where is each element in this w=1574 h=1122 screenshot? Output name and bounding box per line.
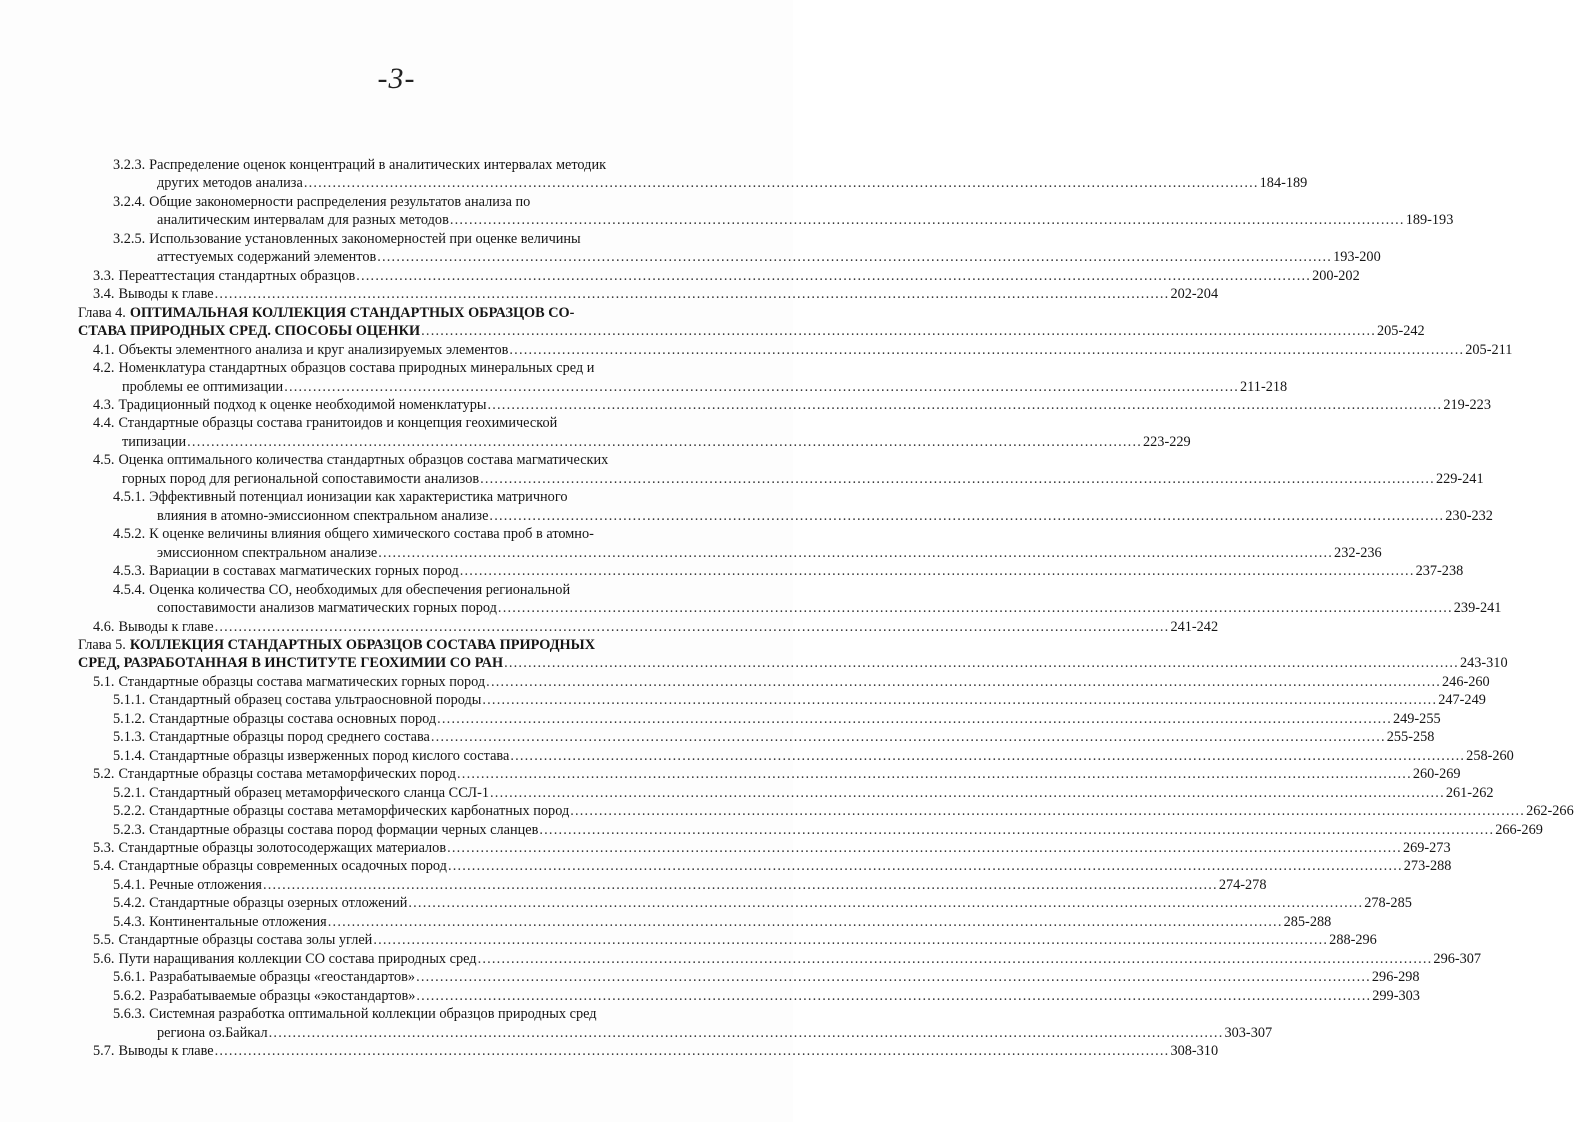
- toc-entry-title: Объекты элементного анализа и круг анализируемых элементов: [118, 341, 509, 358]
- toc-entry-pages: 261-262: [1445, 784, 1494, 801]
- toc-entry-pages: 211-218: [1240, 378, 1288, 395]
- toc-entry-text: [113, 987, 415, 1005]
- toc-entry-text: [78, 304, 574, 322]
- dot-leader: ........................................................................................................................................................................................................: [214, 1043, 1170, 1060]
- toc-entry-pages: 262-266: [1526, 803, 1574, 820]
- toc-entry-line: [78, 322, 1425, 340]
- toc-entry-pages: 205-211: [1465, 341, 1513, 358]
- toc-entry-pages: 255-258: [1386, 729, 1435, 746]
- toc-entry-title: Пути наращивания коллекции СО состава природных сред: [118, 950, 477, 967]
- dot-leader: ........................................................................................................................................................................................................: [262, 876, 1218, 893]
- dot-leader: ........................................................................................................................................................................................................: [356, 267, 1312, 284]
- toc-entry-number: 3.4.: [93, 286, 115, 303]
- dot-leader: ........................................................................................................................................................................................................: [187, 433, 1142, 450]
- dot-leader: ........................................................................................................................................................................................................: [437, 710, 1392, 727]
- toc-entry-text: [113, 968, 415, 986]
- toc-entry-number: 5.4.2.: [113, 895, 146, 912]
- toc-entry-pages: 239-241: [1453, 600, 1502, 617]
- dot-leader: ........................................................................................................................................................................................................: [416, 969, 1371, 986]
- toc-entry-line: [113, 710, 1441, 728]
- dot-leader: ........................................................................................................................................................................................................: [377, 249, 1333, 266]
- toc-entry-title: Выводы к главе: [118, 1043, 214, 1060]
- toc-entry-line: [93, 839, 1451, 857]
- dot-leader: ........................................................................................................................................................................................................: [378, 544, 1334, 561]
- toc-entry-title: Стандартные образцы состава метаморфических пород: [118, 766, 457, 783]
- dot-leader: ........................................................................................................................................................................................................: [490, 784, 1445, 801]
- toc-entry-pages: 237-238: [1415, 563, 1464, 580]
- toc-entry-text: [93, 396, 486, 414]
- toc-entry-text: [78, 636, 595, 654]
- toc-entry-text: [157, 599, 497, 617]
- toc-entry-text: [113, 747, 509, 765]
- dot-leader: ........................................................................................................................................................................................................: [327, 913, 1283, 930]
- toc-entry-text: [113, 156, 606, 174]
- toc-entry-title: Номенклатура стандартных образцов состава природных минеральных сред и: [118, 360, 595, 377]
- toc-entry-title: аттестуемых содержаний элементов: [157, 249, 377, 266]
- toc-entry-pages: 269-273: [1402, 840, 1451, 857]
- toc-entry-title: К оценке величины влияния общего химического состава проб в атомно-: [149, 526, 594, 543]
- toc-entry-line: [113, 784, 1494, 802]
- toc-entry-text: [93, 765, 456, 783]
- toc-entry-title: Стандартные образцы изверженных пород кислого состава: [149, 747, 510, 764]
- toc-entry-line: [78, 654, 1508, 672]
- toc-entry-line: [157, 507, 1493, 525]
- toc-entry-number: 3.2.4.: [113, 193, 146, 210]
- toc-entry-line: [93, 673, 1490, 691]
- toc-entry-title: Выводы к главе: [118, 618, 214, 635]
- toc-entry-text: [93, 857, 447, 875]
- toc-entry-text: [113, 691, 481, 709]
- dot-leader: ........................................................................................................................................................................................................: [477, 950, 1433, 967]
- toc-entry-text: [78, 322, 420, 340]
- toc-entry-pages: 205-242: [1377, 323, 1425, 340]
- toc-entry-text: [113, 802, 569, 820]
- toc-entry-text: [113, 581, 570, 599]
- toc-entry-text: [113, 821, 538, 839]
- toc-entry-number: 5.4.3.: [113, 913, 146, 930]
- toc-entry-text: [157, 544, 377, 562]
- dot-leader: ........................................................................................................................................................................................................: [539, 821, 1495, 838]
- toc-entry-text: [93, 267, 355, 285]
- toc-entry-text: [93, 359, 594, 377]
- toc-entry-line: [93, 931, 1377, 949]
- toc-entry-text: [157, 1024, 268, 1042]
- toc-entry-title: Стандартные образцы современных осадочных пород: [118, 858, 447, 875]
- toc-entry-pages: 219-223: [1443, 396, 1491, 413]
- toc-entry-line: [93, 267, 1360, 285]
- toc-entry-pages: 232-236: [1334, 544, 1382, 561]
- toc-entry-title: Стандартные образцы состава гранитоидов и концепция геохимической: [118, 415, 558, 432]
- toc-entry-pages: 308-310: [1170, 1043, 1219, 1060]
- toc-entry-text: [93, 341, 508, 359]
- toc-entry-pages: 296-307: [1433, 950, 1482, 967]
- toc-entry-number: 5.6.2.: [113, 987, 146, 1004]
- dot-leader: ........................................................................................................................................................................................................: [447, 840, 1402, 857]
- toc-entry-text: [113, 784, 489, 802]
- toc-entry-text: [122, 470, 479, 488]
- toc-entry-text: [113, 525, 594, 543]
- toc-entry-text: [93, 285, 214, 303]
- toc-entry-text: [157, 174, 303, 192]
- toc-entry-title: эмиссионном спектральном анализе: [157, 544, 378, 561]
- page-number: -3-: [377, 62, 416, 95]
- toc-entry-line: [113, 691, 1486, 709]
- toc-entry-text: [157, 507, 488, 525]
- toc-entry-line: [113, 562, 1464, 580]
- dot-leader: ........................................................................................................................................................................................................: [510, 747, 1466, 764]
- toc-entry-pages: 247-249: [1438, 692, 1486, 709]
- toc-entry-number: 5.6.1.: [113, 969, 146, 986]
- toc-entry-title: типизации: [122, 433, 187, 450]
- toc-entry-line: [113, 230, 581, 248]
- toc-entry-line: [113, 1005, 597, 1023]
- toc-entry-pages: 243-310: [1459, 655, 1508, 672]
- toc-entry-line: [93, 359, 594, 377]
- toc-entry-title: сопоставимости анализов магматических горных пород: [157, 600, 497, 617]
- toc-entry-number: 4.6.: [93, 618, 115, 635]
- toc-entry-line: [113, 156, 606, 174]
- toc-entry-pages: 193-200: [1333, 249, 1381, 266]
- toc-entry-number: 5.2.: [93, 766, 115, 783]
- toc-entry-line: [122, 378, 1288, 396]
- toc-entry-line: [78, 304, 574, 322]
- toc-entry-title: Переаттестация стандартных образцов: [118, 267, 356, 284]
- toc-entry-line: [78, 636, 595, 654]
- toc-entry-line: [157, 248, 1381, 266]
- toc-entry-line: [157, 211, 1454, 229]
- toc-entry-pages: 189-193: [1405, 212, 1454, 229]
- dot-leader: ........................................................................................................................................................................................................: [459, 563, 1415, 580]
- toc-entry-title: Выводы к главе: [118, 286, 214, 303]
- toc-entry-pages: 200-202: [1312, 267, 1360, 284]
- toc-entry-number: 5.2.2.: [113, 803, 146, 820]
- toc-entry-pages: 223-229: [1143, 433, 1191, 450]
- toc-entry-title: Стандартные образцы пород среднего состава: [149, 729, 430, 746]
- toc-entry-title: Использование установленных закономерностей при оценке величины: [149, 230, 581, 247]
- toc-entry-line: [113, 968, 1420, 986]
- toc-entry-title: Стандартные образцы озерных отложений: [149, 895, 408, 912]
- toc-entry-text: [113, 894, 407, 912]
- toc-entry-line: [93, 950, 1482, 968]
- toc-entry-number: Глава 4.: [78, 304, 126, 321]
- toc-entry-number: Глава 5.: [78, 636, 126, 653]
- toc-entry-number: 4.1.: [93, 341, 115, 358]
- toc-entry-text: [122, 378, 283, 396]
- toc-entry-title: региона оз.Байкал: [157, 1024, 268, 1041]
- toc-entry-title: Континентальные отложения: [149, 913, 327, 930]
- toc-entry-title: проблемы ее оптимизации: [122, 378, 284, 395]
- toc-entry-line: [157, 599, 1502, 617]
- toc-entry-title: КОЛЛЕКЦИЯ СТАНДАРТНЫХ ОБРАЗЦОВ СОСТАВА ПРИРОДНЫХ: [129, 636, 596, 653]
- toc-entry-text: [113, 562, 459, 580]
- toc-entry-line: [113, 747, 1514, 765]
- toc-entry-line: [157, 1024, 1273, 1042]
- toc-entry-line: [113, 581, 570, 599]
- toc-entry-number: 4.5.4.: [113, 581, 146, 598]
- toc-entry-text: [113, 710, 436, 728]
- toc-entry-line: [157, 544, 1382, 562]
- toc-entry-title: Стандартные образцы состава метаморфических карбонатных пород: [149, 803, 570, 820]
- dot-leader: ........................................................................................................................................................................................................: [268, 1024, 1224, 1041]
- toc-entry-line: [113, 488, 567, 506]
- toc-entry-number: 5.7.: [93, 1043, 115, 1060]
- toc-entry-line: [93, 765, 1461, 783]
- toc-entry-line: [113, 728, 1435, 746]
- toc-entry-title: Стандартный образец метаморфического сланца ССЛ-1: [149, 784, 490, 801]
- toc-entry-title: Оценка оптимального количества стандартных образцов состава магматических: [118, 452, 609, 469]
- toc-entry-number: 5.1.2.: [113, 710, 146, 727]
- toc-entry-number: 4.4.: [93, 415, 115, 432]
- toc-entry-text: [113, 1005, 597, 1023]
- toc-entry-text: [93, 618, 214, 636]
- toc-entry-pages: 296-298: [1371, 969, 1420, 986]
- toc-entry-pages: 230-232: [1445, 507, 1493, 524]
- dot-leader: ........................................................................................................................................................................................................: [486, 673, 1442, 690]
- dot-leader: ........................................................................................................................................................................................................: [487, 396, 1443, 413]
- toc-entry-text: [113, 230, 581, 248]
- toc-entry-number: 4.5.3.: [113, 563, 146, 580]
- toc-entry-title: других методов анализа: [157, 175, 303, 192]
- toc-entry-title: Стандартные образцы состава золы углей: [118, 932, 373, 949]
- toc-entry-pages: 278-285: [1364, 895, 1412, 912]
- toc-entry-number: 5.5.: [93, 932, 115, 949]
- toc-entry-title: СТАВА ПРИРОДНЫХ СРЕД. СПОСОБЫ ОЦЕНКИ: [78, 323, 421, 340]
- dot-leader: ........................................................................................................................................................................................................: [497, 600, 1453, 617]
- toc-entry-line: [93, 414, 557, 432]
- toc-entry-text: [93, 1042, 214, 1060]
- toc-entry-pages: 260-269: [1412, 766, 1461, 783]
- dot-leader: ........................................................................................................................................................................................................: [457, 766, 1412, 783]
- toc-entry-line: [93, 857, 1452, 875]
- dot-leader: ........................................................................................................................................................................................................: [284, 378, 1240, 395]
- toc-entry-number: 5.1.3.: [113, 729, 146, 746]
- toc-entry-pages: 229-241: [1435, 470, 1484, 487]
- toc-entry-text: [93, 414, 557, 432]
- toc-entry-number: 5.4.1.: [113, 876, 146, 893]
- dot-leader: ........................................................................................................................................................................................................: [214, 618, 1170, 635]
- dot-leader: ........................................................................................................................................................................................................: [214, 286, 1170, 303]
- toc-entry-title: Распределение оценок концентраций в аналитических интервалах методик: [149, 157, 607, 173]
- toc-entry-line: [113, 894, 1412, 912]
- toc-entry-title: Стандартный образец состава ультраосновной породы: [149, 692, 482, 709]
- toc-entry-pages: 241-242: [1170, 618, 1219, 635]
- toc-entry-text: [113, 913, 327, 931]
- toc-entry-pages: 299-303: [1372, 987, 1420, 1004]
- toc-entry-text: [113, 876, 262, 894]
- toc-entry-line: [157, 174, 1308, 192]
- toc-entry-line: [93, 1042, 1219, 1060]
- toc-entry-title: Разрабатываемые образцы «геостандартов»: [149, 969, 416, 986]
- toc-entry-line: [113, 802, 1574, 820]
- toc-entry-number: 5.6.: [93, 950, 115, 967]
- toc-entry-title: Оценка количества СО, необходимых для обеспечения региональной: [149, 581, 571, 598]
- toc-entry-number: 4.3.: [93, 396, 115, 413]
- toc-entry-line: [93, 451, 608, 469]
- toc-entry-number: 4.5.1.: [113, 489, 146, 506]
- toc-entry-line: [93, 618, 1219, 636]
- toc-entry-title: Стандартные образцы состава магматических горных пород: [118, 673, 486, 690]
- dot-leader: ........................................................................................................................................................................................................: [489, 507, 1445, 524]
- toc-entry-title: влияния в атомно-эмиссионном спектральном анализе: [157, 507, 489, 524]
- toc-entry-title: Разрабатываемые образцы «экостандартов»: [149, 987, 416, 1004]
- toc-entry-line: [113, 876, 1267, 894]
- dot-leader: ........................................................................................................................................................................................................: [421, 323, 1376, 340]
- toc-entry-pages: 202-204: [1170, 286, 1219, 303]
- toc-entry-number: 4.5.2.: [113, 526, 146, 543]
- toc-entry-number: 5.4.: [93, 858, 115, 875]
- toc-entry-title: Эффективный потенциал ионизации как характеристика матричного: [149, 489, 568, 506]
- toc-entry-title: Традиционный подход к оценке необходимой номенклатуры: [118, 396, 487, 413]
- toc-entry-text: [122, 433, 186, 451]
- toc-entry-text: [93, 950, 477, 968]
- toc-entry-number: 5.1.4.: [113, 747, 146, 764]
- dot-leader: ........................................................................................................................................................................................................: [416, 987, 1372, 1004]
- toc-entry-line: [93, 285, 1219, 303]
- dot-leader: ........................................................................................................................................................................................................: [303, 175, 1259, 192]
- toc-entry-line: [113, 913, 1332, 931]
- toc-entry-line: [113, 193, 530, 211]
- toc-entry-number: 3.3.: [93, 267, 115, 284]
- toc-entry-pages: 184-189: [1259, 175, 1308, 192]
- dot-leader: ........................................................................................................................................................................................................: [449, 212, 1405, 229]
- toc-entry-number: 5.1.: [93, 673, 115, 690]
- toc-entry-title: Вариации в составах магматических горных пород: [149, 563, 459, 580]
- toc-entry-line: [93, 341, 1513, 359]
- toc-entry-text: [157, 248, 376, 266]
- toc-entry-number: 4.2.: [93, 360, 115, 377]
- toc-entry-pages: 273-288: [1403, 858, 1452, 875]
- toc-entry-text: [93, 451, 608, 469]
- toc-entry-pages: 249-255: [1392, 710, 1441, 727]
- toc-entry-title: ОПТИМАЛЬНАЯ КОЛЛЕКЦИЯ СТАНДАРТНЫХ ОБРАЗЦОВ СО-: [129, 304, 575, 321]
- toc-entry-number: 3.2.3.: [113, 157, 146, 173]
- toc-entry-text: [113, 728, 430, 746]
- dot-leader: ........................................................................................................................................................................................................: [408, 895, 1364, 912]
- toc-entry-line: [113, 525, 594, 543]
- toc-entry-pages: 303-307: [1224, 1024, 1273, 1041]
- dot-leader: ........................................................................................................................................................................................................: [480, 470, 1435, 487]
- dot-leader: ........................................................................................................................................................................................................: [447, 858, 1403, 875]
- toc-entry-number: 3.2.5.: [113, 230, 146, 247]
- toc-entry-title: горных пород для региональной сопоставимости анализов: [122, 470, 480, 487]
- toc-entry-line: [113, 987, 1420, 1005]
- toc-entry-title: Речные отложения: [149, 876, 262, 893]
- toc-entry-text: [93, 839, 446, 857]
- toc-entry-text: [113, 488, 567, 506]
- toc-entry-pages: 285-288: [1283, 913, 1332, 930]
- toc-entry-title: Стандартные образцы состава пород формации черных сланцев: [149, 821, 539, 838]
- toc-entry-number: 5.3.: [93, 840, 115, 857]
- toc-entry-text: [93, 931, 372, 949]
- dot-leader: ........................................................................................................................................................................................................: [430, 729, 1386, 746]
- toc-entry-text: [113, 193, 530, 211]
- toc-entry-pages: 246-260: [1442, 673, 1490, 690]
- toc-entry-number: 5.1.1.: [113, 692, 146, 709]
- toc-entry-line: [122, 470, 1484, 488]
- toc-entry-number: 5.2.3.: [113, 821, 146, 838]
- toc-entry-line: [113, 821, 1543, 839]
- toc-entry-line: [122, 433, 1191, 451]
- dot-leader: ........................................................................................................................................................................................................: [509, 341, 1465, 358]
- toc-entry-pages: 274-278: [1218, 876, 1267, 893]
- dot-leader: ........................................................................................................................................................................................................: [504, 655, 1459, 672]
- toc-entry-pages: 266-269: [1495, 821, 1543, 838]
- toc-entry-number: 4.5.: [93, 452, 115, 469]
- toc-entry-pages: 258-260: [1466, 747, 1514, 764]
- toc-entry-title: Общие закономерности распределения результатов анализа по: [149, 193, 531, 210]
- toc-entry-title: Стандартные образцы состава основных пород: [149, 710, 437, 727]
- toc-entry-pages: 288-296: [1329, 932, 1377, 949]
- toc-entry-number: 5.6.3.: [113, 1006, 146, 1023]
- toc-entry-text: [78, 654, 503, 672]
- toc-entry-title: Стандартные образцы золотосодержащих материалов: [118, 840, 447, 857]
- dot-leader: ........................................................................................................................................................................................................: [482, 692, 1438, 709]
- dot-leader: ........................................................................................................................................................................................................: [570, 803, 1526, 820]
- toc-entry-title: аналитическим интервалам для разных методов: [157, 212, 449, 229]
- dot-leader: ........................................................................................................................................................................................................: [373, 932, 1329, 949]
- toc-entry-line: [93, 396, 1491, 414]
- toc-entry-text: [157, 211, 449, 229]
- toc-entry-title: Системная разработка оптимальной коллекции образцов природных сред: [149, 1006, 597, 1023]
- toc-entry-title: СРЕД, РАЗРАБОТАННАЯ В ИНСТИТУТЕ ГЕОХИМИИ СО РАН: [78, 655, 504, 672]
- toc-entry-number: 5.2.1.: [113, 784, 146, 801]
- toc-entry-text: [93, 673, 485, 691]
